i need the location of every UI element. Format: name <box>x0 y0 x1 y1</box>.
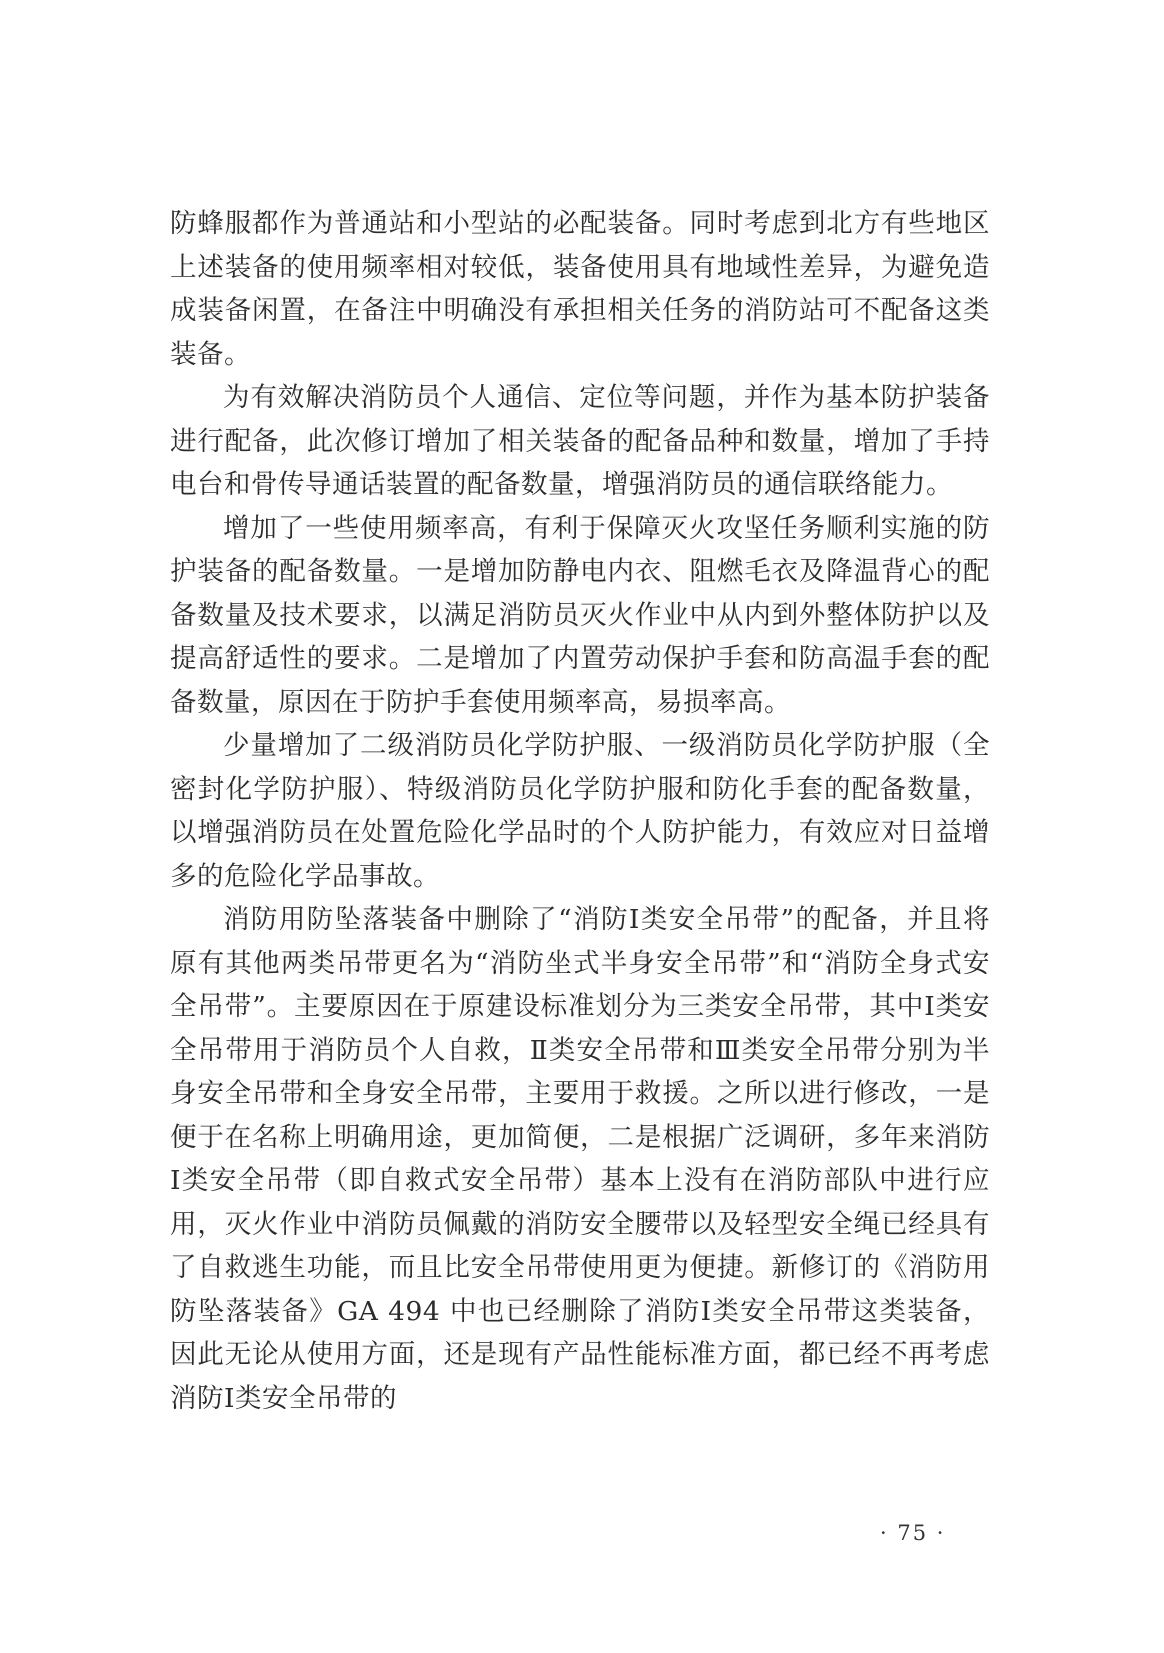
page-number: · 75 · <box>880 1521 946 1545</box>
paragraph-communication: 为有效解决消防员个人通信、定位等问题，并作为基本防护装备进行配备，此次修订增加了相关装备的配备品种和数量，增加了手持电台和骨传导通话装置的配备数量，增强消防员的通信联络能力。 <box>170 382 990 500</box>
paragraph-fall-protection: 消防用防坠落装备中删除了“消防Ⅰ类安全吊带”的配备，并且将原有其他两类吊带更名为“消防坐式半身安全吊带”和“消防全身式安全吊带”。主要原因在于原建设标准划分为三类安全吊带，其中Ⅰ类安全吊带用于消防员个人自救，Ⅱ类安全吊带和Ⅲ类安全吊带分别为半身安全吊带和全身安全吊带，主要用于救援。之所以进行修改，一是便于在名称上明确用途，更加简便，二是根据广泛调研，多年来消防Ⅰ类安全吊带（即自救式安全吊带）基本上没有在消防部队中进行应用，灭火作业中消防员佩戴的消防安全腰带以及轻型安全绳已经具有了自救逃生功能，而且比安全吊带使用更为便捷。新修订的《消防用防坠落装备》GA 494 中也已经删除了消防Ⅰ类安全吊带这类装备，因此无论从使用方面，还是现有产品性能标准方面，都已经不再考虑消防Ⅰ类安全吊带的 <box>170 904 990 1414</box>
paragraph-protective-gear: 增加了一些使用频率高，有利于保障灭火攻坚任务顺利实施的防护装备的配备数量。一是增加防静电内衣、阻燃毛衣及降温背心的配备数量及技术要求，以满足消防员灭火作业中从内到外整体防护以及提高舒适性的要求。二是增加了内置劳动保护手套和防高温手套的配备数量，原因在于防护手套使用频率高，易损率高。 <box>170 512 990 718</box>
body-text <box>170 202 990 1420</box>
paragraph-chemical-protection: 少量增加了二级消防员化学防护服、一级消防员化学防护服（全密封化学防护服）、特级消防员化学防护服和防化手套的配备数量，以增强消防员在处置危险化学品时的个人防护能力，有效应对日益增多的危险化学品事故。 <box>170 730 990 892</box>
paragraph-continuation: 防蜂服都作为普通站和小型站的必配装备。同时考虑到北方有些地区上述装备的使用频率相对较低，装备使用具有地域性差异，为避免造成装备闲置，在备注中明确没有承担相关任务的消防站可不配备这类装备。 <box>170 208 990 370</box>
